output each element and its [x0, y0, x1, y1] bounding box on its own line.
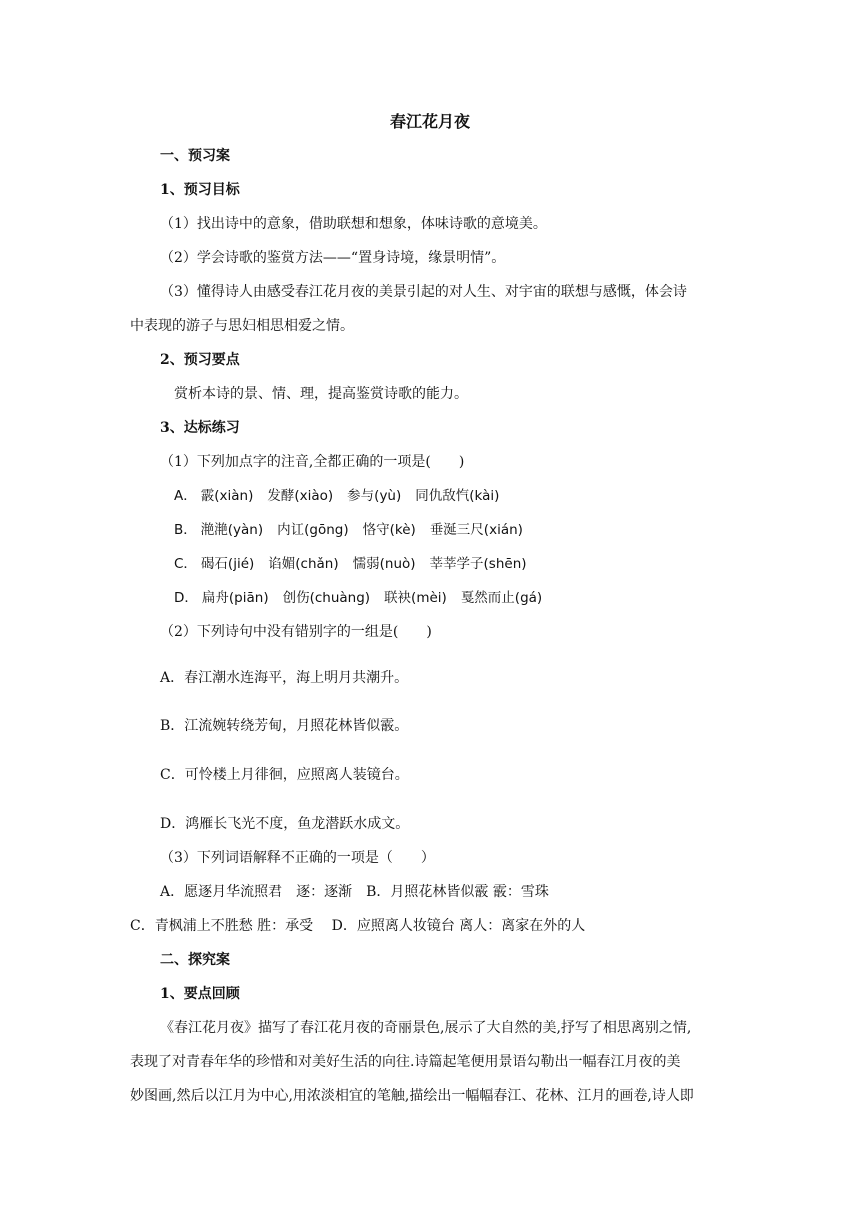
option-word: 懦弱(nuò) [352, 556, 416, 572]
subheading-key-points: 2、预习要点 [160, 352, 240, 368]
goal-item: （3）懂得诗人由感受春江花月夜的美景引起的对人生、对宇宙的联想与感慨，体会诗 [160, 284, 687, 300]
option-word: 扁舟(piān) [201, 590, 269, 606]
option-label: C． [174, 556, 197, 572]
option-word: 内讧(gōng) [277, 522, 349, 538]
question-2-option-b: B．江流婉转绕芳甸，月照花林皆似霰。 [160, 718, 409, 734]
option-word: 霰(xiàn) [200, 488, 254, 504]
subheading-exercises: 3、达标练习 [160, 420, 240, 436]
question-1-option-a [174, 486, 513, 506]
option-word: 莘莘学子(shēn) [429, 556, 527, 572]
question-3-stem: （3）下列词语解释不正确的一项是（ ） [160, 850, 435, 866]
option-word: 同仇敌忾(kài) [415, 488, 500, 504]
review-paragraph-line: 妙图画,然后以江月为中心,用浓淡相宜的笔触,描绘出一幅幅春江、花林、江月的画卷,诗人即 [130, 1088, 694, 1104]
option-word: 碣石(jié) [200, 556, 255, 572]
key-points-text: 赏析本诗的景、情、理，提高鉴赏诗歌的能力。 [174, 386, 468, 402]
question-2-stem: （2）下列诗句中没有错别字的一组是( ) [160, 624, 432, 640]
option-word: 谄媚(chǎn) [268, 556, 339, 572]
question-1-option-b [174, 520, 537, 540]
question-1-option-d [174, 588, 556, 608]
option-label: B． [174, 522, 197, 538]
section-heading-explore: 二、探究案 [160, 952, 230, 968]
goal-item: （2）学会诗歌的鉴赏方法——“置身诗境，缘景明情”。 [160, 250, 506, 266]
goal-item: （1）找出诗中的意象，借助联想和想象，体味诗歌的意境美。 [160, 216, 547, 232]
question-1-stem: （1）下列加点字的注音,全都正确的一项是( ) [160, 454, 465, 470]
option-word: 垂涎三尺(xián) [429, 522, 523, 538]
option-word: 恪守(kè) [362, 522, 416, 538]
option-word: 创伤(chuàng) [282, 590, 371, 606]
page-title: 春江花月夜 [390, 112, 471, 131]
option-word: 参与(yù) [347, 488, 402, 504]
option-label: A． [174, 488, 197, 504]
review-paragraph-line: 《春江花月夜》描写了春江花月夜的奇丽景色,展示了大自然的美,抒写了相思离别之情, [160, 1020, 692, 1036]
option-word: 发酵(xiào) [267, 488, 334, 504]
question-2-option-d: D．鸿雁长飞光不度，鱼龙潜跃水成文。 [160, 816, 410, 832]
goal-item-continuation: 中表现的游子与思妇相思相爱之情。 [130, 318, 354, 334]
subheading-goals: 1、预习目标 [160, 182, 240, 198]
question-2-option-c: C．可怜楼上月徘徊，应照离人装镜台。 [160, 767, 409, 783]
question-3-options-line-2: C．青枫浦上不胜愁 胜：承受 D．应照离人妆镜台 离人：离家在外的人 [130, 918, 586, 934]
question-2-option-a: A．春江潮水连海平，海上明月共潮升。 [160, 670, 409, 686]
review-paragraph-line: 表现了对青春年华的珍惜和对美好生活的向往.诗篇起笔便用景语勾勒出一幅春江月夜的美 [130, 1054, 681, 1070]
question-1-option-c [174, 554, 541, 574]
option-word: 联袂(mèi) [384, 590, 447, 606]
question-3-options-line-1: A．愿逐月华流照君 逐：逐渐 B．月照花林皆似霰 霰：雪珠 [160, 884, 549, 900]
section-heading-preview: 一、预习案 [160, 148, 230, 164]
subheading-review: 1、要点回顾 [160, 986, 240, 1002]
option-word: 滟滟(yàn) [200, 522, 264, 538]
option-label: D． [174, 590, 198, 606]
option-word: 戛然而止(gá) [460, 590, 543, 606]
